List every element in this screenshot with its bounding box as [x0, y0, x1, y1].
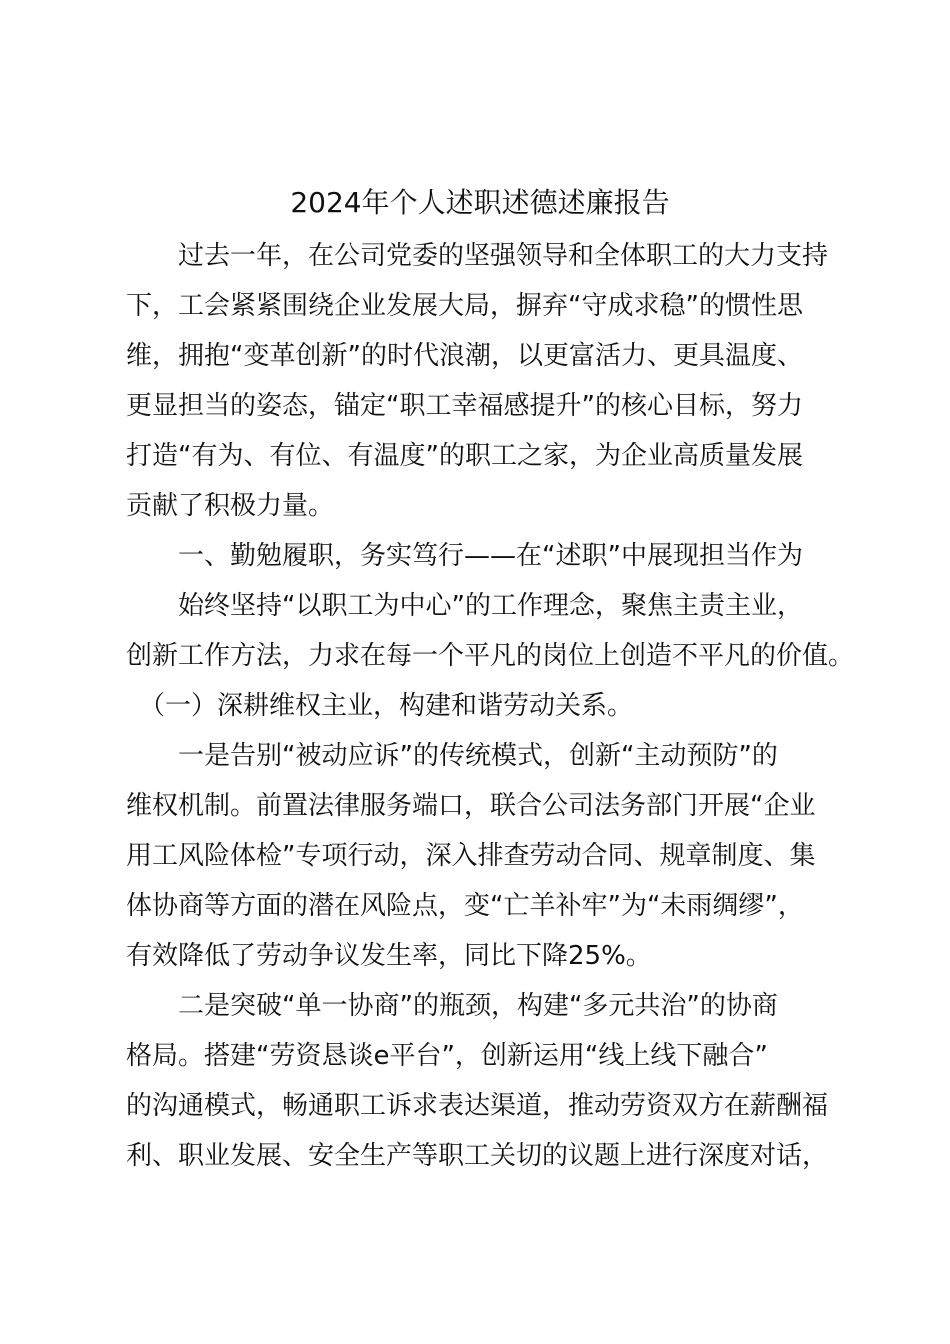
paragraph-line: 一是告别“被动应诉”的传统模式，创新“主动预防”的 [126, 741, 778, 771]
paragraph-line: 创新工作方法，力求在每一个平凡的岗位上创造不平凡的价值。 [126, 641, 855, 671]
paragraph-line: 的沟通模式，畅通职工诉求表达渠道，推动劳资双方在薪酬福 [126, 1091, 829, 1121]
paragraph-line: 格局。搭建“劳资恳谈e平台”，创新运用“线上线下融合” [126, 1041, 768, 1071]
subsection-heading: （一）深耕维权主业，构建和谐劳动关系。 [126, 691, 634, 721]
paragraph-line: 过去一年，在公司党委的坚强领导和全体职工的大力支持 [126, 241, 829, 271]
document-title: 2024年个人述职述德述廉报告 [290, 186, 670, 219]
section-heading: 一、勤勉履职，务实笃行——在“述职”中展现担当作为 [126, 541, 803, 571]
paragraph-line: 体协商等方面的潜在风险点，变“亡羊补牢”为“未雨绸缪”， [126, 891, 804, 921]
paragraph-line: 有效降低了劳动争议发生率，同比下降25%。 [126, 941, 652, 971]
paragraph-line: 维权机制。前置法律服务端口，联合公司法务部门开展“企业 [126, 791, 816, 821]
paragraph-line: 下，工会紧紧围绕企业发展大局，摒弃“守成求稳”的惯性思 [126, 291, 803, 321]
paragraph-line: 维，拥抱“变革创新”的时代浪潮，以更富活力、更具温度、 [126, 341, 803, 371]
paragraph-line: 二是突破“单一协商”的瓶颈，构建“多元共治”的协商 [126, 991, 778, 1021]
paragraph-line: 打造“有为、有位、有温度”的职工之家，为企业高质量发展 [126, 441, 803, 471]
paragraph-line: 利、职业发展、安全生产等职工关切的议题上进行深度对话， [126, 1141, 829, 1171]
paragraph-line: 贡献了积极力量。 [126, 491, 335, 521]
paragraph-line: 用工风险体检”专项行动，深入排查劳动合同、规章制度、集 [126, 841, 816, 871]
paragraph-line: 始终坚持“以职工为中心”的工作理念，聚焦主责主业， [126, 591, 803, 621]
paragraph-line: 更显担当的姿态，锚定“职工幸福感提升”的核心目标，努力 [126, 391, 803, 421]
